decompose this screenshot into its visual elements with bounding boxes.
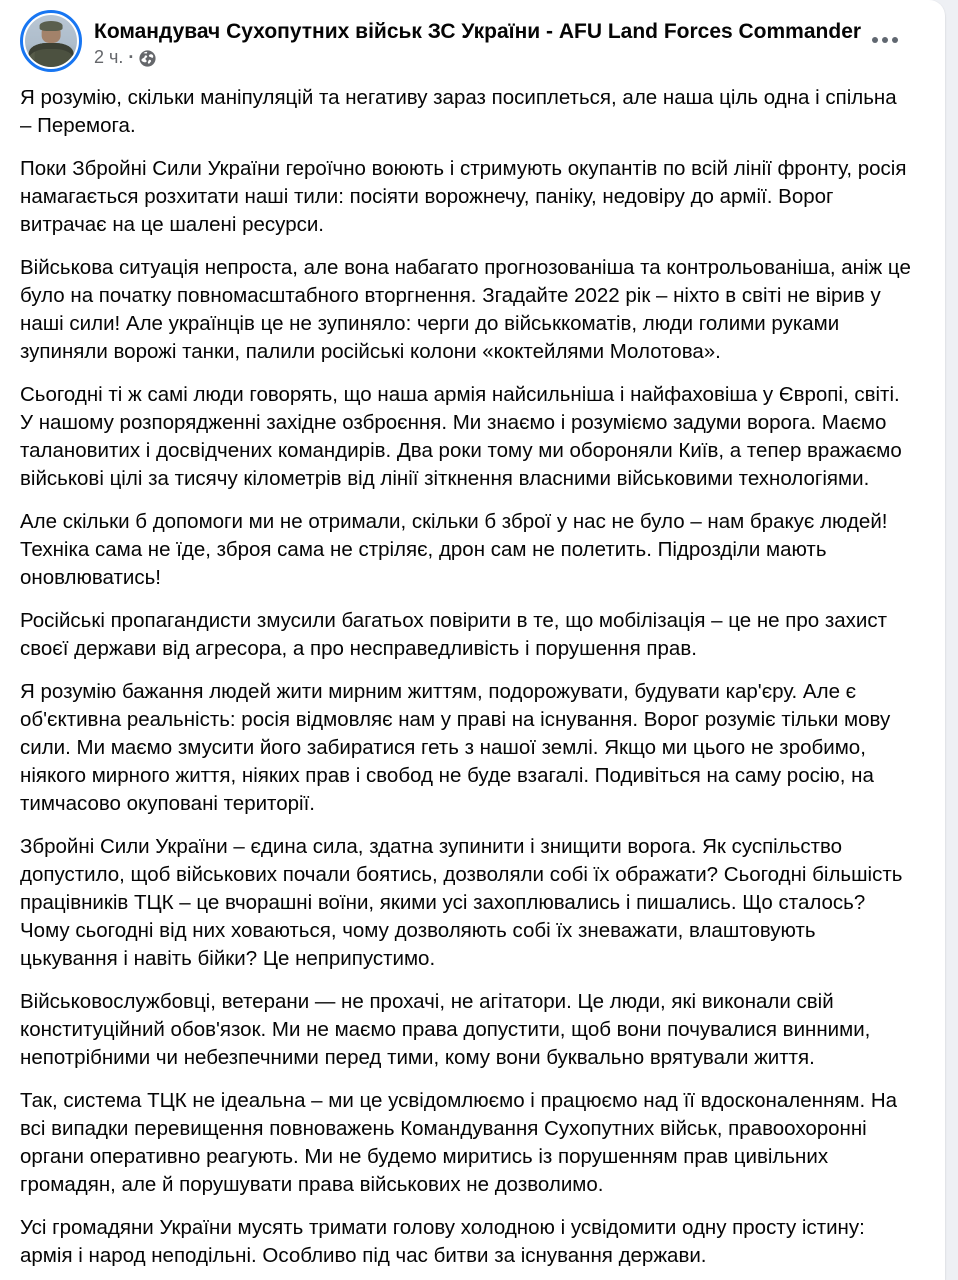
post-options-button[interactable]	[865, 20, 905, 60]
more-icon	[882, 37, 888, 43]
more-icon	[872, 37, 878, 43]
author-name-link[interactable]: Командувач Сухопутних військ ЗС України - AFU Land Forces Commander	[94, 20, 862, 43]
post-header	[0, 0, 945, 76]
post-paragraph: Збройні Сили України – єдина сила, здатна зупинити і знищити ворога. Як суспільство допустило, щоб військових почали боятись, дозволяли собі їх ображати? Сьогодні більшість працівників ТЦК – це вчорашні воїни, якими усі захоплювались і пишались. Що сталось? Чому сьогодні від них ховаються, чому дозволяють собі їх зневажати, влаштовують цькування і навіть бійки? Це неприпустимо.	[20, 835, 903, 970]
post-paragraph: Поки Збройні Сили України героїчно воюють і стримують окупантів по всій лінії фронту, росія намагається розхитати наші тили: посіяти ворожнечу, паніку, недовіру до армії. Ворог витрачає на це шалені ресурси.	[20, 157, 907, 236]
globe-icon	[139, 50, 156, 67]
post-meta	[94, 47, 865, 68]
timestamp-link[interactable]: 2 ч.	[94, 47, 124, 68]
avatar-soldier-body	[29, 43, 74, 67]
post-paragraph: Я розумію бажання людей жити мирним життям, подорожувати, будувати кар'єру. Але є об'єктивна реальність: росія відмовляє нам у праві на існування. Ворог розуміє тільки мову сили. Ми маємо змусити його забиратися геть з нашої землі. Якщо ми цього не зробимо, ніякого мирного життя, ніяких прав і свобод не буде взагалі. Подивіться на саму росію, на тимчасово окуповані території.	[20, 680, 891, 815]
post-paragraph: Військова ситуація непроста, але вона набагато прогнозованіша та контрольованіша, аніж це було на початку повномасштабного вторгнення. Згадайте 2022 рік – ніхто в світі не вірив у наші сили! Але українців це не зупиняло: черги до військкоматів, люди голими руками зупиняли ворожі танки, палили російські колони «коктейлями Молотова».	[20, 256, 911, 363]
post-paragraph: Я розумію, скільки маніпуляцій та негативу зараз посиплеться, але наша ціль одна і спільна – Перемога.	[20, 86, 897, 137]
header-text	[82, 10, 865, 68]
avatar-soldier-hat	[40, 21, 63, 30]
meta-separator: ·	[128, 47, 135, 68]
post-paragraph: Але скільки б допомоги ми не отримали, скільки б зброї у нас не було – нам бракує людей! Техніка сама не їде, зброя сама не стріляє, дрон сам не полетить. Підрозділи мають оновлюватись!	[20, 510, 888, 589]
post-text	[0, 76, 945, 1280]
post-paragraph: Усі громадяни України мусять тримати голову холодною і усвідомити одну просту істину: армія і народ неподільні. Особливо під час битви за існування держави.	[20, 1216, 865, 1267]
avatar-photo	[25, 15, 77, 67]
more-icon	[892, 37, 898, 43]
post-paragraph: Сьогодні ті ж самі люди говорять, що наша армія найсильніша і найфаховіша у Європі, світі. У нашому розпорядженні західне озброєння. Ми знаємо і розуміємо задуми ворога. Маємо талановитих і досвідчених командирів. Два роки тому ми обороняли Київ, а тепер вражаємо військові цілі за тисячу кілометрів від лінії зіткнення власними військовими технологіями.	[20, 383, 902, 490]
avatar[interactable]	[20, 10, 82, 72]
post-paragraph: Так, система ТЦК не ідеальна – ми це усвідомлюємо і працюємо над її вдосконаленням. На всі випадки перевищення повноважень Командування Сухопутних військ, правоохоронні органи оперативно реагують. Ми не будемо миритись із порушенням прав цивільних громадян, але й порушувати права військових не дозволимо.	[20, 1089, 898, 1196]
post-paragraph: Російські пропагандисти змусили багатьох повірити в те, що мобілізація – це не про захист своєї держави від агресора, а про несправедливість і порушення прав.	[20, 609, 887, 660]
post-paragraph: Військовослужбовці, ветерани — не прохачі, не агітатори. Це люди, які виконали свій конституційний обов'язок. Ми не маємо права допустити, щоб вони почувалися винними, непотрібними чи небезпечними перед тими, кому вони буквально врятували життя.	[20, 990, 871, 1069]
